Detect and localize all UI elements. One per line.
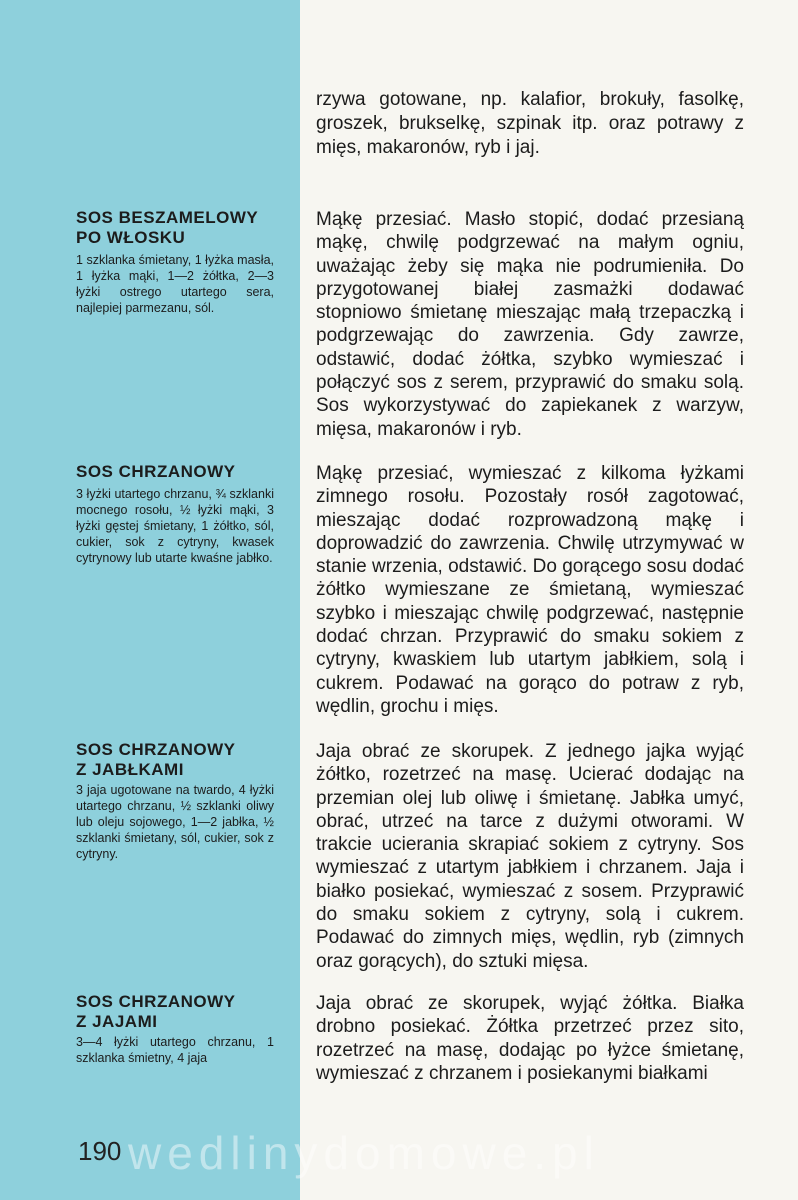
recipe-ingredients: 3 łyżki utartego chrzanu, ¾ szklanki mocnego rosołu, ½ łyżki mąki, 3 łyżki gęstej śmietany, 1 żółtko, sól, cukier, sok z cytryny, kwasek cytrynowy lub utarte kwaśne jabłko. bbox=[76, 487, 274, 565]
recipe-ingredients: 3 jaja ugotowane na twardo, 4 łyżki utartego chrzanu, ½ szklanki oliwy lub oleju sojowego, 1—2 jabłka, ½ szklanki śmietany, sól, cukier, sok z cytryny. bbox=[76, 783, 274, 861]
recipe-instructions: Mąkę przesiać. Masło stopić, dodać przesianą mąkę, chwilę podgrzewać na małym ogniu, uważając żeby się mąka nie podrumieniła. Do przygotowanej białej zasmażki dodawać stopniowo śmietanę mieszając małą trzepaczką i podgrzewając do zawrzenia. Gdy zawrze, odstawić, dodać żółtka, szybko wymieszać i połączyć sos z serem, przyprawić do smaku solą. Sos wykorzystywać do zapiekanek z warzyw, mięsa, makaronów i ryb. bbox=[316, 209, 744, 440]
recipe-title: SOS CHRZANOWY bbox=[76, 462, 236, 481]
recipe-instructions: Mąkę przesiać, wymieszać z kilkoma łyżkami zimnego rosołu. Pozostały rosół zagotować, mieszając dodać rozprowadzoną mąkę i doprowadzić do zawrzenia. Chwilę utrzymywać w stanie wrzenia, odstawić. Do gorącego sosu dodać żółtko wymieszane ze śmietaną, wymieszać szybko i mieszając chwilę podgrzewać, następnie dodać chrzan. Przyprawić do smaku sokiem z cytryny, kwaskiem lub utartym jabłkiem, solą i cukrem. Podawać na gorąco do potraw z ryb, wędlin, grochu i mięs. bbox=[316, 463, 744, 717]
page-number: 190 bbox=[78, 1136, 122, 1166]
recipe-title: SOS CHRZANOWY Z JAJAMI bbox=[76, 992, 236, 1031]
intro-text: rzywa gotowane, np. kalafior, brokuły, fasolkę, groszek, brukselkę, szpinak itp. oraz potrawy z mięs, makaronów, ryb i jaj. bbox=[316, 89, 744, 158]
recipe-instructions: Jaja obrać ze skorupek, wyjąć żółtka. Białka drobno posiekać. Żółtka przetrzeć przez sito, rozetrzeć na masę, dodając po łyżce śmietanę, wymieszać z chrzanem i posiekanymi białkami bbox=[316, 993, 744, 1084]
recipe-instructions: Jaja obrać ze skorupek. Z jednego jajka wyjąć żółtko, rozetrzeć na masę. Ucierać dodając na przemian olej lub oliwę i śmietanę. Jabłka umyć, obrać, utrzeć na tarce z dużymi otworami. W trakcie ucierania skrapiać sokiem z cytryny. Sos wymieszać z utartym jabłkiem i chrzanem. Jaja i białko posiekać, wymieszać z sosem. Przyprawić do smaku sokiem z cytryny, solą i cukrem. Podawać do zimnych mięs, wędlin, ryb (zimnych oraz gorących), do sztuki mięsa. bbox=[316, 741, 744, 972]
recipe-ingredients: 1 szklanka śmietany, 1 łyżka masła, 1 łyżka mąki, 1—2 żółtka, 2—3 łyżki ostrego utartego sera, najlepiej parmezanu, sól. bbox=[76, 253, 274, 315]
recipe-ingredients: 3—4 łyżki utartego chrzanu, 1 szklanka śmietny, 4 jaja bbox=[76, 1035, 274, 1065]
watermark: wedlinydomowe.pl bbox=[128, 1127, 600, 1179]
recipe-title: SOS CHRZANOWY Z JABŁKAMI bbox=[76, 740, 236, 779]
recipe-title: SOS BESZAMELOWY PO WŁOSKU bbox=[76, 208, 259, 247]
